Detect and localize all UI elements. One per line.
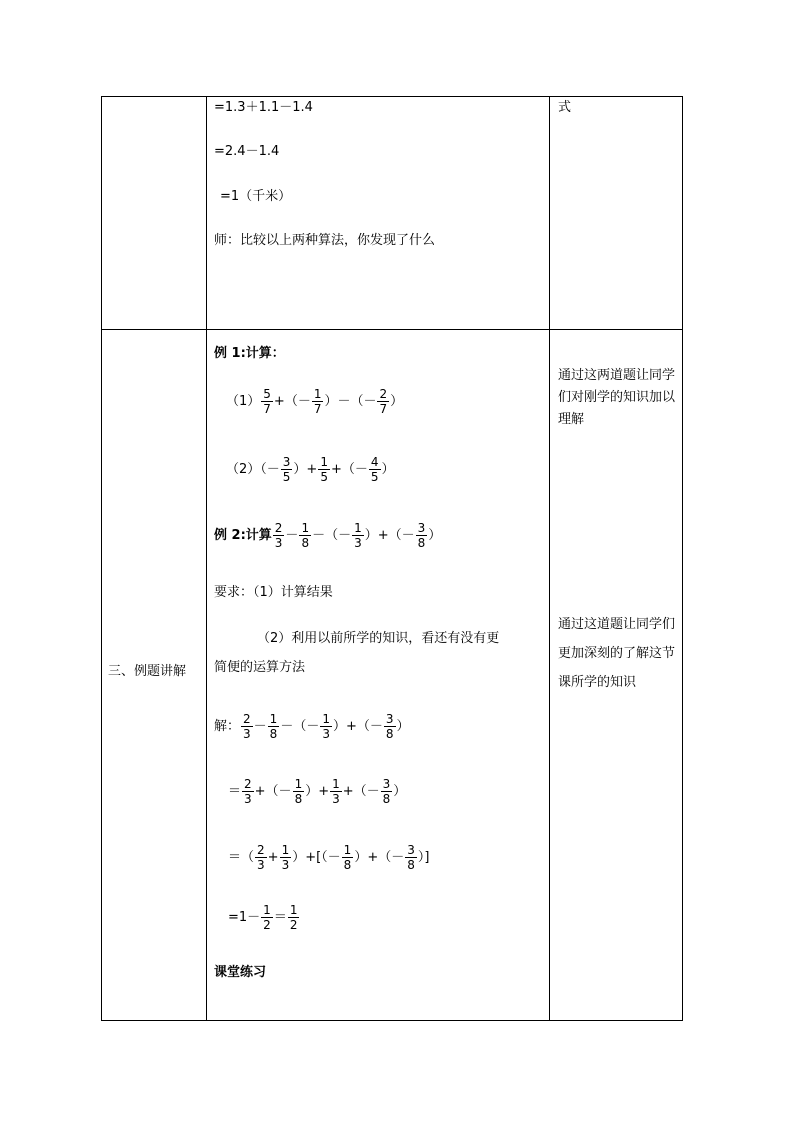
fraction: $\frac{1}{7}$ <box>313 387 322 416</box>
row-divider <box>102 329 682 330</box>
calc-line-2: =2.4－1.4 <box>214 144 280 159</box>
fraction: $\frac{4}{5}$ <box>370 455 379 484</box>
fraction: $\frac{2}{3}$ <box>274 521 283 550</box>
requirement-1: 要求：（1）计算结果 <box>214 585 333 600</box>
requirement-2: （2）利用以前所学的知识，看还有没有更 <box>257 631 500 646</box>
fraction: $\frac{1}{8}$ <box>343 843 352 872</box>
fraction: $\frac{2}{7}$ <box>379 387 388 416</box>
row1-note: 式 <box>558 100 572 115</box>
example-1-problem-2: （2）（－ $\frac{3}{5}$ ）+ $\frac{1}{5}$ +（－ $\frac{4}{5}$ ） <box>226 455 395 484</box>
fraction: $\frac{1}{3}$ <box>332 777 340 806</box>
example-2: 例 2:计算 $\frac{2}{3}$ － $\frac{1}{8}$ －（－ $\frac{1}{3}$ ）+（－ $\frac{3}{8}$ ） <box>214 521 442 550</box>
calc-line-3: =1（千米） <box>220 189 292 204</box>
teaching-note-1: 通过这两道题让同学们对刚学的知识加以理解 <box>558 368 676 427</box>
fraction: $\frac{1}{3}$ <box>281 843 290 872</box>
fraction: $\frac{2}{3}$ <box>257 843 265 872</box>
solution-line-1: 解： $\frac{2}{3}$ － $\frac{1}{8}$ －（－ $\frac{1}{3}$ ）+（－ $\frac{3}{8}$ ） <box>214 712 410 741</box>
fraction: $\frac{1}{8}$ <box>294 777 303 806</box>
lesson-table <box>101 96 683 1021</box>
section-label: 三、例题讲解 <box>108 664 187 679</box>
fraction: $\frac{1}{3}$ <box>322 712 330 741</box>
solution-line-3: ＝（ $\frac{2}{3}$ + $\frac{1}{3}$ ）+[（－ $\frac{1}{8}$ ）+（－ $\frac{3}{8}$ ）] <box>228 843 430 872</box>
example-1-title: 例 1:计算： <box>214 346 285 361</box>
teaching-note-2: 通过这道题让同学们更加深刻的了解这节课所学的知识 <box>558 617 676 690</box>
teacher-question: 师：比较以上两种算法，你发现了什么 <box>214 233 436 248</box>
fraction: $\frac{5}{7}$ <box>263 387 271 416</box>
requirement-2-cont: 简便的运算方法 <box>214 660 306 675</box>
solution-label: 解： <box>214 719 241 734</box>
solution-line-4: =1－ $\frac{1}{2}$ ＝ $\frac{1}{2}$ <box>228 903 298 932</box>
calc-line-1: =1.3＋1.1－1.4 <box>214 100 313 115</box>
column-divider <box>206 97 207 1020</box>
fraction: $\frac{2}{3}$ <box>244 777 252 806</box>
column-divider <box>549 97 550 1020</box>
practice-heading: 课堂练习 <box>214 965 267 980</box>
fraction: $\frac{3}{8}$ <box>407 843 415 872</box>
fraction: $\frac{1}{5}$ <box>320 455 328 484</box>
fraction: $\frac{3}{8}$ <box>382 777 391 806</box>
fraction: $\frac{3}{8}$ <box>417 521 426 550</box>
example-1-problem-1: （1） $\frac{5}{7}$ +（－ $\frac{1}{7}$ ）－（－ $\frac{2}{7}$ ） <box>226 387 404 416</box>
fraction: $\frac{1}{8}$ <box>269 712 278 741</box>
fraction: $\frac{1}{3}$ <box>354 521 362 550</box>
fraction: $\frac{3}{5}$ <box>282 455 291 484</box>
fraction: $\frac{1}{2}$ <box>263 903 271 932</box>
fraction: $\frac{1}{8}$ <box>301 521 310 550</box>
solution-line-2: ＝ $\frac{2}{3}$ +（－ $\frac{1}{8}$ ）+ $\frac{1}{3}$ +（－ $\frac{3}{8}$ ） <box>228 777 407 806</box>
fraction: $\frac{1}{2}$ <box>289 903 298 932</box>
fraction: $\frac{3}{8}$ <box>385 712 394 741</box>
fraction: $\frac{2}{3}$ <box>243 712 251 741</box>
example-2-title: 例 2:计算 <box>214 528 272 543</box>
